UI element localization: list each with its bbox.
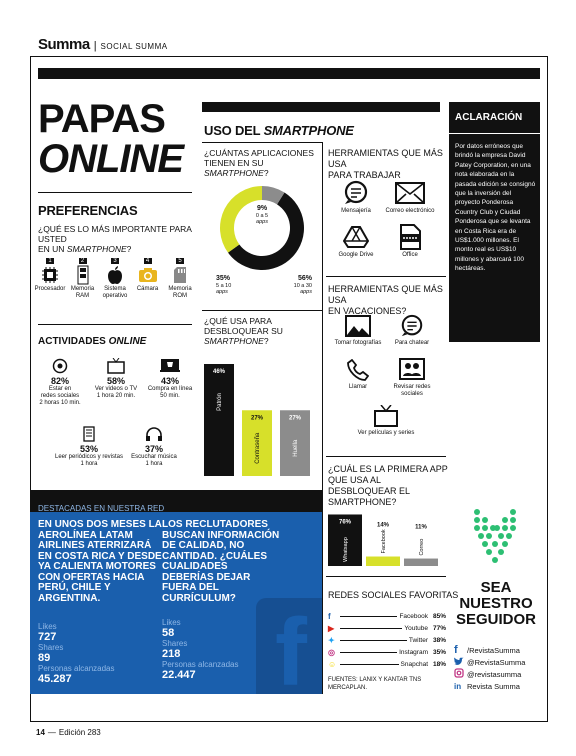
header <box>38 36 338 54</box>
unlock-bar-chart <box>202 356 320 480</box>
redes-row <box>328 646 446 658</box>
actividad-text-1: Estar en <box>48 386 72 392</box>
donut-label-cat: apps <box>300 289 312 295</box>
unlock-bar <box>204 364 234 476</box>
divider <box>38 192 192 193</box>
vacaciones-item-3 <box>336 356 380 391</box>
apple-icon <box>99 264 131 286</box>
pref-label: Sistema operativo <box>102 286 128 299</box>
cpu-icon <box>34 264 66 286</box>
destacadas-heading: DESTACADAS EN NUESTRA RED <box>38 504 165 513</box>
pref-item-2 <box>67 258 99 318</box>
page-title-line2: ONLINE <box>38 137 184 181</box>
unlock-bar-value: 27% <box>250 415 264 422</box>
apps-question: ¿CUÁNTAS APLICACIONES TIENEN EN SU SMARTPHONE? <box>204 148 314 178</box>
section-name: SOCIAL SUMMA <box>100 42 168 51</box>
vacaciones-label: Revisar redes sociales <box>393 384 431 397</box>
account-linkedin[interactable]: in Revista Summa <box>454 681 520 691</box>
destacadas-header <box>30 490 322 514</box>
vacaciones-item-4 <box>382 356 442 398</box>
reach-label: Personas alcanzadas <box>38 664 115 673</box>
pref-label: Cámara <box>136 286 159 292</box>
firstapp-bar <box>404 559 438 566</box>
account-instagram[interactable]: @revistasumma <box>454 668 546 680</box>
shares-label: Shares <box>38 643 64 652</box>
firstapp-bar <box>366 557 400 566</box>
trabajo-item-1 <box>334 178 378 215</box>
redes-pct: 85% <box>432 612 446 620</box>
shares-label: Shares <box>162 639 188 648</box>
account-twitter[interactable]: @RevistaSumma <box>454 656 546 668</box>
social-icon <box>382 356 442 384</box>
shop-icon <box>144 356 196 376</box>
tv-icon <box>356 402 416 430</box>
redes-name: Facebook <box>399 612 428 620</box>
youtube-icon: ▶ <box>328 623 335 633</box>
divider <box>38 324 192 325</box>
redes-list <box>328 610 446 670</box>
redes-leader <box>340 628 402 629</box>
shares-value: 218 <box>162 648 181 660</box>
donut-label-pct: 35% <box>216 275 231 282</box>
vacaciones-label: Para chatear <box>394 340 430 346</box>
instagram-icon: ◎ <box>328 647 335 657</box>
actividad-text-2: 50 min. <box>160 393 180 399</box>
donut-label-cat: apps <box>256 219 268 225</box>
aclaracion-body: Por datos erróneos que brindó la empresa David Patey Corporation, en una nota elaborada en la pasada edición se consignó que la inversión del proyecto Ponderosa Country Club y Ciudad Ponderosa que se levanta en Costa Rica era de US$1.000 millones. El monto real es US$10 millones y abarcará 100 hectáreas. <box>455 143 536 273</box>
aclaracion-heading: ACLARACIÓN <box>455 112 523 123</box>
pref-num: 1 <box>46 258 54 264</box>
redes-row <box>328 622 446 634</box>
redes-pct: 77% <box>432 624 446 632</box>
chat-icon <box>388 312 436 340</box>
vacaciones-item-1 <box>330 312 386 347</box>
actividad-text-2: 1 hora <box>145 461 163 467</box>
firstapp-bar-label: Correo <box>419 538 425 556</box>
redes-name: Youtube <box>404 624 428 632</box>
destacadas-panel <box>30 490 322 694</box>
actividad-pct: 58% <box>106 376 125 386</box>
pref-label: Memoria RAM <box>70 286 95 299</box>
actividad-item-5 <box>126 424 182 468</box>
actividad-text-3: 2 horas 10 min. <box>39 400 81 406</box>
firstapp-bar-label: Whatsapp <box>343 537 349 562</box>
facebook-icon: f <box>454 644 458 656</box>
redes-pct: 35% <box>432 648 446 656</box>
twitter-icon: ✦ <box>328 635 335 645</box>
vacaciones-label: Tomar fotografías <box>334 340 382 346</box>
redes-name: Twitter <box>408 636 428 644</box>
uso-vline <box>322 142 323 694</box>
donut-label-pct: 9% <box>256 205 268 212</box>
actividad-text-1: Leer periódicos y revistas <box>54 454 124 460</box>
instagram-icon <box>454 665 464 683</box>
trabajo-item-3 <box>334 222 378 259</box>
donut-label-cat: 10 a 30 <box>293 283 312 289</box>
actividad-text-2: 1 hora 20 min. <box>96 393 136 399</box>
edition: Edición 283 <box>58 728 101 737</box>
preferencias-heading: PREFERENCIAS <box>38 203 138 218</box>
redes-name: Snapchat <box>400 660 428 668</box>
trabajo-item-2 <box>384 178 436 215</box>
actividad-text-2: 1 hora <box>80 461 98 467</box>
firstapp-bar-value: 76% <box>338 519 352 526</box>
aclaracion-box <box>449 102 540 342</box>
actividad-pct: 43% <box>160 376 179 386</box>
actividad-text-1: Escuchar música <box>131 454 177 460</box>
phone-icon <box>336 356 380 384</box>
headphones-icon <box>126 424 182 444</box>
sdcard-icon <box>164 264 196 286</box>
divider <box>326 276 446 277</box>
actividad-text-1: Compra en línea <box>147 386 193 392</box>
top-black-bar <box>38 68 540 79</box>
divider <box>202 310 322 311</box>
likes-value: 58 <box>162 627 175 639</box>
divider <box>326 456 446 457</box>
tv-icon <box>88 356 144 376</box>
pref-label: Memoria ROM <box>168 286 192 299</box>
footer <box>36 728 101 737</box>
trabajo-heading: HERRAMIENTAS QUE MÁS USA PARA TRABAJAR <box>328 148 443 180</box>
firstapp-bar-value: 11% <box>415 524 427 531</box>
actividad-item-2 <box>88 356 144 400</box>
actividades-heading: ACTIVIDADES ONLINE <box>38 336 147 347</box>
pref-num: 4 <box>144 258 152 264</box>
firstapp-bar-value: 14% <box>376 522 390 529</box>
pref-item-4 <box>132 258 164 318</box>
divider <box>449 133 540 134</box>
summa-logo-icon <box>460 505 530 567</box>
brand-logo: Summa <box>38 36 90 53</box>
actividad-item-3 <box>144 356 196 400</box>
pref-label: Procesador <box>34 286 66 292</box>
social-icon <box>36 356 84 376</box>
page-title-line1: PAPAS <box>38 97 165 141</box>
donut-label-cat: 0 a 5 <box>255 213 269 219</box>
redes-leader <box>340 664 399 665</box>
actividad-item-1 <box>36 356 84 407</box>
actividad-text-1: Ver videos o TV <box>94 386 138 392</box>
donut-label-cat: 5 a 10 <box>216 283 232 289</box>
actividad-item-4 <box>52 424 126 468</box>
drive-icon <box>334 222 378 252</box>
redes-source: FUENTES: LANIX Y KANTAR TNS MERCAPLAN. <box>328 677 422 691</box>
pref-item-3 <box>99 258 131 318</box>
redes-heading: REDES SOCIALES FAVORITAS <box>328 590 459 600</box>
unlock-bar-value: 46% <box>212 369 226 375</box>
likes-label: Likes <box>162 618 181 627</box>
actividad-pct: 82% <box>50 376 69 386</box>
doc-icon <box>388 222 432 252</box>
photo-icon <box>330 312 386 340</box>
likes-value: 727 <box>38 631 57 643</box>
redes-leader <box>340 652 397 653</box>
vacaciones-item-2 <box>388 312 436 347</box>
trabajo-item-4 <box>388 222 432 259</box>
pref-item-5 <box>164 258 196 318</box>
post-left[interactable] <box>38 520 162 685</box>
trabajo-label: Office <box>402 252 418 258</box>
redes-row <box>328 610 446 622</box>
unlock-bar-label: Huella <box>293 439 299 457</box>
trabajo-label: Mensajería <box>341 208 371 214</box>
unlock-bar-value: 27% <box>288 415 302 422</box>
mail-icon <box>384 178 436 208</box>
redes-row <box>328 658 446 670</box>
redes-leader <box>340 640 407 641</box>
post-right[interactable] <box>162 520 280 681</box>
vacaciones-heading: HERRAMIENTAS QUE MÁS USA EN VACACIONES? <box>328 284 443 316</box>
linkedin-icon: in <box>454 681 462 691</box>
unlock-bar-label: Contraseña <box>255 432 261 464</box>
redes-pct: 38% <box>432 636 446 644</box>
uso-heading: USO DEL SMARTPHONE <box>204 123 354 138</box>
first-app-bar-chart <box>326 506 446 568</box>
preferencias-question: ¿QUÉ ES LO MÁS IMPORTANTE PARA USTED EN UN SMARTPHONE? <box>38 224 192 254</box>
account-facebook[interactable]: f /RevistaSumma <box>454 644 520 656</box>
facebook-watermark-icon: f <box>256 598 322 694</box>
facebook-icon: f <box>328 611 331 621</box>
seguidor-accounts <box>454 644 546 692</box>
ram-icon <box>67 264 99 286</box>
seguidor-heading: SEA NUESTRO SEGUIDOR <box>455 579 536 628</box>
vacaciones-item-5 <box>356 402 416 437</box>
divider <box>326 576 446 577</box>
snapchat-icon: ☺ <box>328 659 337 669</box>
apps-donut-chart <box>204 176 320 296</box>
vacaciones-label: Llamar <box>348 384 368 390</box>
actividad-pct: 37% <box>144 444 163 454</box>
chat-icon <box>334 178 378 208</box>
redes-pct: 18% <box>432 660 446 668</box>
redes-row <box>328 634 446 646</box>
post-text: LOS RECLUTADORES BUSCAN INFORMACIÓN DE CALIDAD, NO CANTIDAD. ¿CUÁLES CUALIDADES DEBERÍAS DEJAR FUERA DEL CURRÍCULUM? <box>162 519 280 604</box>
pref-num: 2 <box>79 258 87 264</box>
reach-label: Personas alcanzadas <box>162 660 239 669</box>
actividad-text-2: redes sociales <box>40 393 80 399</box>
uso-top-bar <box>202 102 440 112</box>
footer-dash: — <box>47 728 56 737</box>
trabajo-label: Google Drive <box>338 252 374 258</box>
preferencias-list <box>34 258 196 318</box>
redes-name: Instagram <box>399 648 428 656</box>
reach-value: 45.287 <box>38 673 72 685</box>
redes-leader <box>340 616 397 617</box>
actividad-pct: 53% <box>79 444 98 454</box>
trabajo-label: Correo electrónico <box>385 208 435 214</box>
pref-num: 3 <box>111 258 119 264</box>
post-text: EN UNOS DOS MESES LA AEROLÍNEA LATAM AIRLINES ATERRIZARÁ EN COSTA RICA Y DESDE YA CALIENTA MOTORES CON OFERTAS HACIA PERÚ, CHILE Y ARGENTINA. <box>38 519 162 604</box>
divider <box>202 142 322 143</box>
unlock-question: ¿QUÉ USA PARA DESBLOQUEAR SU SMARTPHONE? <box>204 316 283 346</box>
pref-item-1 <box>34 258 66 318</box>
likes-label: Likes <box>38 622 57 631</box>
newspaper-icon <box>52 424 126 444</box>
firstapp-bar-label: Facebook <box>381 529 387 554</box>
donut-label-cat: apps <box>216 289 228 295</box>
reach-value: 22.447 <box>162 669 196 681</box>
camera-icon <box>132 264 164 286</box>
unlock-bar-label: Patrón <box>217 393 223 411</box>
shares-value: 89 <box>38 652 51 664</box>
pref-num: 5 <box>176 258 184 264</box>
donut-label-pct: 56% <box>297 275 312 282</box>
vacaciones-label: Ver películas y series <box>357 430 415 436</box>
header-separator: | <box>93 40 97 52</box>
page-number: 14 <box>36 728 45 737</box>
primera-app-question: ¿CUÁL ES LA PRIMERA APP QUE USA AL DESBLOQUEAR EL SMARTPHONE? <box>328 464 448 507</box>
